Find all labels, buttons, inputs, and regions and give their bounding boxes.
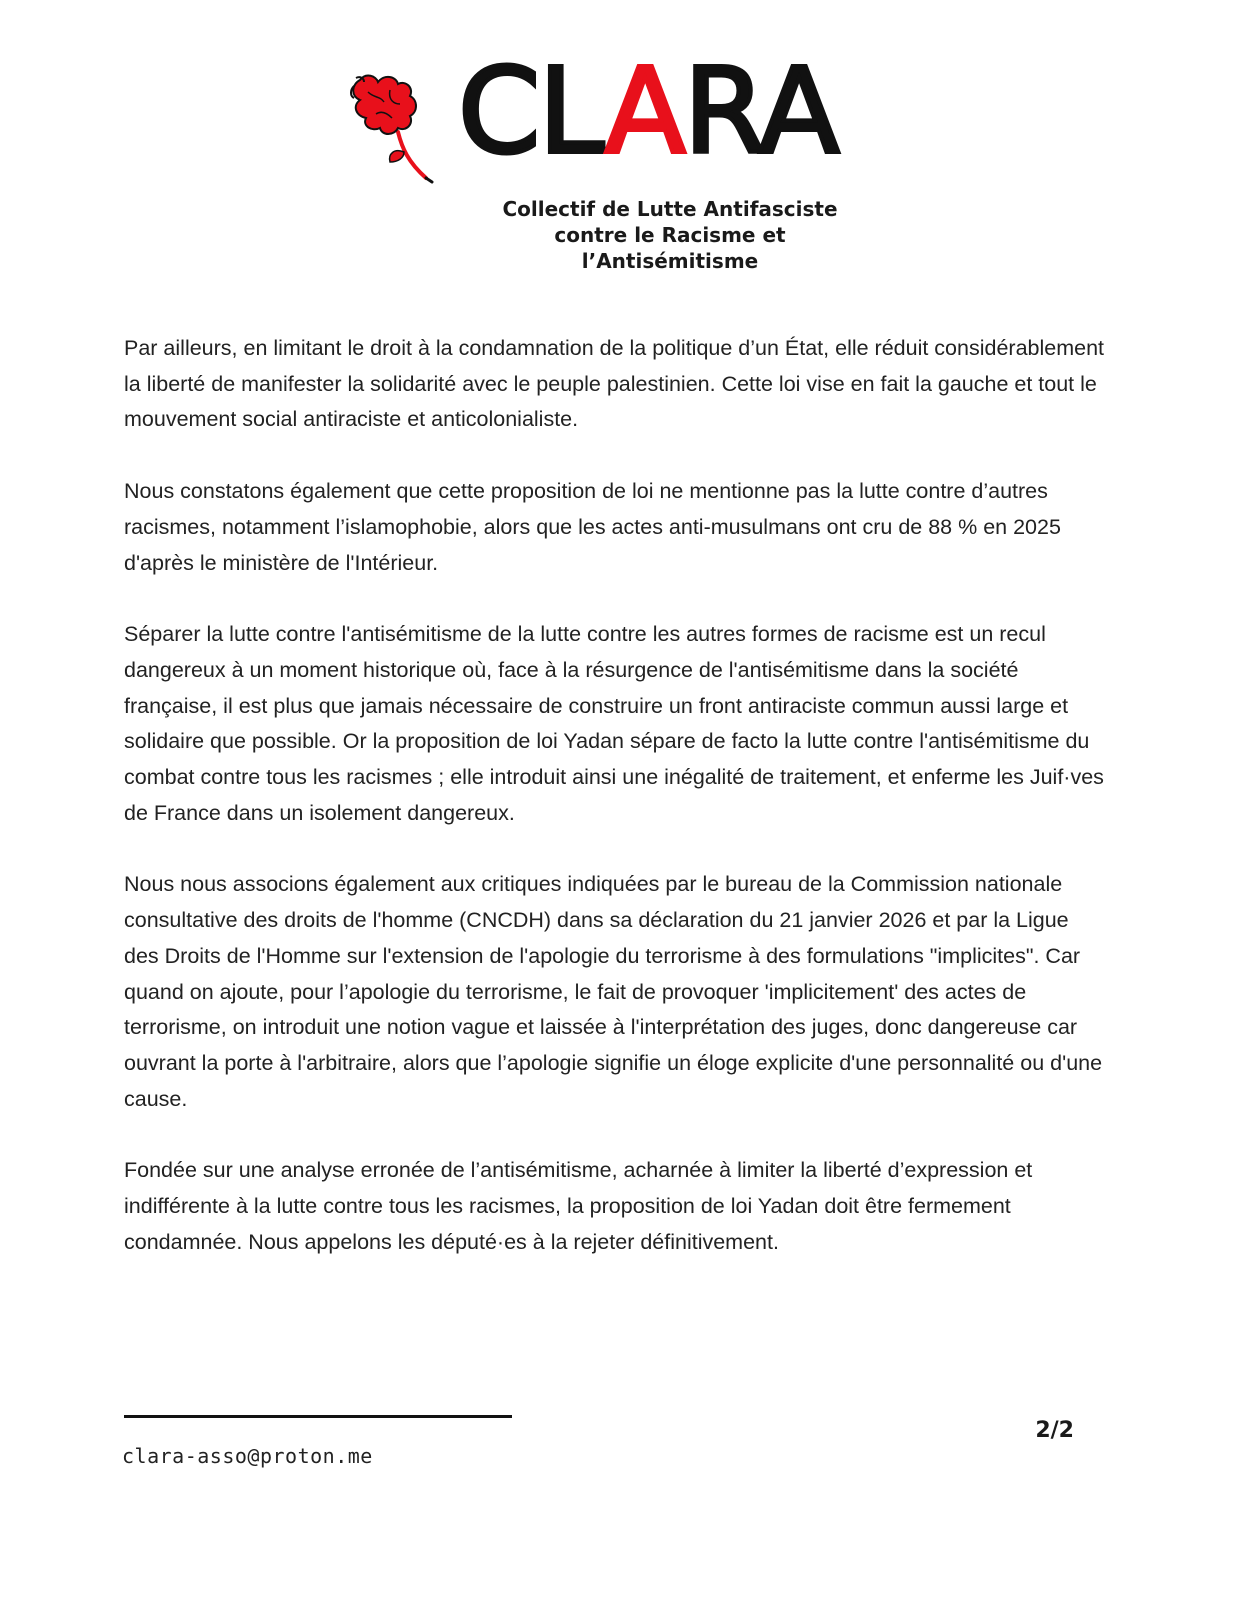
paragraph: Nous constatons également que cette proposition de loi ne mentionne pas la lutte contre d’autres racismes, notamment l’islamophobie, alors que les actes anti-musulmans ont cru de 88 % en 2025 d'après le ministère de l'Intérieur.: [124, 479, 1061, 575]
paragraph: Fondée sur une analyse erronée de l’antisémitisme, acharnée à limiter la liberté d’expression et indifférente à la lutte contre tous les racismes, la proposition de loi Yadan doit être fermement condamnée. Nous appelons les député·es à la rejeter définitivement.: [124, 1158, 1033, 1254]
logo-wordmark-part1: CL: [458, 42, 605, 180]
logo-wordmark: [458, 42, 838, 180]
organization-subtitle: [470, 196, 870, 274]
document-body: [124, 331, 1104, 1296]
carnation-flower-icon: [346, 70, 446, 185]
page-number: 2/2: [1035, 1418, 1074, 1443]
subtitle-line-1: Collectif de Lutte Antifasciste: [502, 197, 838, 221]
logo-wordmark-accent: A: [604, 42, 684, 180]
subtitle-line-2: contre le Racisme et l’Antisémitisme: [554, 223, 786, 273]
paragraph: Nous nous associons également aux critiques indiquées par le bureau de la Commission nationale consultative des droits de l'homme (CNCDH) dans sa déclaration du 21 janvier 2026 et par la Ligue des Droits de l'Homme sur l'extension de l'apologie du terrorisme à des formulations "implicites". Car quand on ajoute, pour l’apologie du terrorisme, le fait de provoquer 'implicitement' des actes de terrorisme, on introduit une notion vague et laissée à l'interprétation des juges, donc dangereuse car ouvrant la porte à l'arbitraire, alors que l’apologie signifie un éloge explicite d'une personnalité ou d'une cause.: [124, 872, 1103, 1111]
contact-email: clara-asso@proton.me: [122, 1444, 373, 1468]
footer-divider: [124, 1415, 512, 1418]
paragraph: Séparer la lutte contre l'antisémitisme de la lutte contre les autres formes de racisme est un recul dangereux à un moment historique où, face à la résurgence de l'antisémitisme dans la société française, il est plus que jamais nécessaire de construire un front antiraciste commun aussi large et solidaire que possible. Or la proposition de loi Yadan sépare de facto la lutte contre l'antisémitisme du combat contre tous les racismes ; elle introduit ainsi une inégalité de traitement, et enferme les Juif·ves de France dans un isolement dangereux.: [124, 622, 1104, 825]
paragraph: Par ailleurs, en limitant le droit à la condamnation de la politique d’un État, elle réduit considérablement la liberté de manifester la solidarité avec le peuple palestinien. Cette loi vise en fait la gauche et tout le mouvement social antiraciste et anticolonialiste.: [124, 336, 1105, 432]
page-header: [0, 0, 1236, 273]
logo-wordmark-part2: RA: [683, 42, 838, 180]
